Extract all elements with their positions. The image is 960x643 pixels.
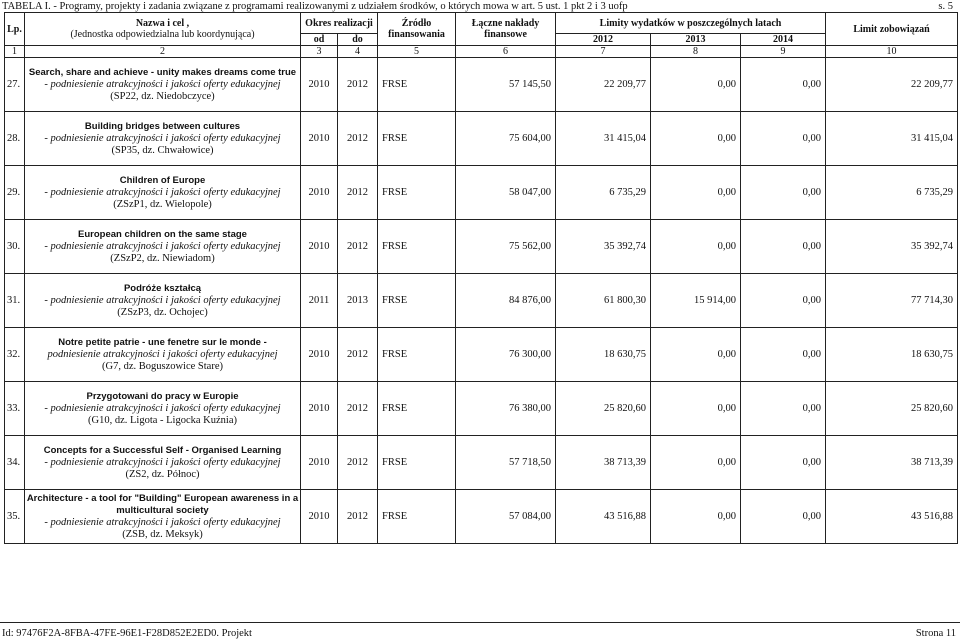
row-2013: 15 914,00 xyxy=(651,274,741,328)
header-name xyxy=(25,13,301,46)
row-total: 76 300,00 xyxy=(456,328,556,382)
row-2013: 0,00 xyxy=(651,220,741,274)
row-project xyxy=(25,274,301,328)
table-row xyxy=(5,112,958,166)
row-commit: 43 516,88 xyxy=(826,490,958,544)
row-2014: 0,00 xyxy=(741,490,826,544)
table-row xyxy=(5,58,958,112)
row-unit: (ZSzP3, dz. Ochojec) xyxy=(117,306,208,318)
row-to: 2012 xyxy=(338,436,378,490)
row-commit: 22 209,77 xyxy=(826,58,958,112)
header-name-title: Nazwa i cel , xyxy=(135,18,190,29)
row-2012: 61 800,30 xyxy=(556,274,651,328)
row-2014: 0,00 xyxy=(741,58,826,112)
row-project xyxy=(25,490,301,544)
row-project xyxy=(25,58,301,112)
row-2012: 31 415,04 xyxy=(556,112,651,166)
row-project xyxy=(25,328,301,382)
header-year-2014: 2014 xyxy=(741,34,826,46)
row-2012: 6 735,29 xyxy=(556,166,651,220)
row-source: FRSE xyxy=(378,166,456,220)
row-total: 58 047,00 xyxy=(456,166,556,220)
row-lp: 30. xyxy=(5,220,25,274)
row-title: European children on the same stage xyxy=(78,228,247,240)
column-number-row xyxy=(5,46,958,58)
row-commit: 38 713,39 xyxy=(826,436,958,490)
row-lp: 34. xyxy=(5,436,25,490)
header-total: Łączne nakłady finansowe xyxy=(456,13,556,46)
row-project xyxy=(25,166,301,220)
row-title: Podróże kształcą xyxy=(123,282,202,294)
colnum: 9 xyxy=(741,46,826,58)
row-2013: 0,00 xyxy=(651,490,741,544)
row-to: 2012 xyxy=(338,490,378,544)
row-commit: 77 714,30 xyxy=(826,274,958,328)
header-limits: Limity wydatków w poszczególnych latach xyxy=(556,13,826,34)
row-title: Concepts for a Successful Self - Organised Learning xyxy=(43,444,282,456)
row-total: 84 876,00 xyxy=(456,274,556,328)
row-aim: - podniesienie atrakcyjności i jakości oferty edukacyjnej xyxy=(44,402,281,414)
row-aim: - podniesienie atrakcyjności i jakości oferty edukacyjnej xyxy=(44,240,281,252)
table-caption xyxy=(2,1,957,12)
footer-page-number: Strona 11 xyxy=(915,628,956,639)
row-2014: 0,00 xyxy=(741,274,826,328)
row-aim: podniesienie atrakcyjności i jakości oferty edukacyjnej xyxy=(47,348,278,360)
row-title: Search, share and achieve - unity makes dreams come true xyxy=(28,66,297,78)
row-2012: 22 209,77 xyxy=(556,58,651,112)
header-year-2012: 2012 xyxy=(556,34,651,46)
row-to: 2012 xyxy=(338,166,378,220)
row-source: FRSE xyxy=(378,490,456,544)
row-total: 57 084,00 xyxy=(456,490,556,544)
row-commit: 18 630,75 xyxy=(826,328,958,382)
row-unit: (G10, dz. Ligota - Ligocka Kuźnia) xyxy=(88,414,237,426)
row-aim: - podniesienie atrakcyjności i jakości oferty edukacyjnej xyxy=(44,186,281,198)
table-row xyxy=(5,328,958,382)
row-unit: (ZSzP1, dz. Wielopole) xyxy=(113,198,212,210)
row-unit: (ZSzP2, dz. Niewiadom) xyxy=(110,252,215,264)
table-row xyxy=(5,166,958,220)
row-unit: (G7, dz. Boguszowice Stare) xyxy=(101,360,223,372)
header-commit: Limit zobowiązań xyxy=(826,13,958,46)
row-total: 75 604,00 xyxy=(456,112,556,166)
row-title: Building bridges between cultures xyxy=(84,120,241,132)
row-commit: 6 735,29 xyxy=(826,166,958,220)
row-2014: 0,00 xyxy=(741,220,826,274)
row-2013: 0,00 xyxy=(651,382,741,436)
header-lp: Lp. xyxy=(5,13,25,46)
row-total: 57 718,50 xyxy=(456,436,556,490)
row-project xyxy=(25,436,301,490)
row-to: 2012 xyxy=(338,328,378,382)
row-unit: (SP35, dz. Chwałowice) xyxy=(111,144,214,156)
row-source: FRSE xyxy=(378,436,456,490)
row-title: Architecture - a tool for "Building" European awareness in a multicultural society xyxy=(26,492,299,516)
row-aim: - podniesienie atrakcyjności i jakości oferty edukacyjnej xyxy=(44,456,281,468)
caption-text: TABELA I. - Programy, projekty i zadania związane z programami realizowanymi z udziałem środków, o których mowa w art. 5 ust. 1 pkt 2 i 3 uofp xyxy=(2,1,628,12)
row-source: FRSE xyxy=(378,58,456,112)
header-source: Źródło finansowania xyxy=(378,13,456,46)
colnum: 4 xyxy=(338,46,378,58)
row-aim: - podniesienie atrakcyjności i jakości oferty edukacyjnej xyxy=(44,132,281,144)
row-title: Children of Europe xyxy=(119,174,206,186)
row-total: 57 145,50 xyxy=(456,58,556,112)
row-source: FRSE xyxy=(378,274,456,328)
row-title: Przygotowani do pracy w Europie xyxy=(86,390,239,402)
table-row xyxy=(5,382,958,436)
table-row xyxy=(5,274,958,328)
table-row xyxy=(5,490,958,544)
row-from: 2010 xyxy=(301,166,338,220)
row-lp: 27. xyxy=(5,58,25,112)
row-2012: 18 630,75 xyxy=(556,328,651,382)
row-commit: 35 392,74 xyxy=(826,220,958,274)
row-from: 2010 xyxy=(301,112,338,166)
budget-table xyxy=(4,12,958,544)
row-source: FRSE xyxy=(378,328,456,382)
row-to: 2012 xyxy=(338,382,378,436)
row-2013: 0,00 xyxy=(651,112,741,166)
row-from: 2010 xyxy=(301,58,338,112)
row-to: 2012 xyxy=(338,220,378,274)
row-from: 2010 xyxy=(301,436,338,490)
row-from: 2010 xyxy=(301,220,338,274)
table-row xyxy=(5,436,958,490)
row-aim: - podniesienie atrakcyjności i jakości oferty edukacyjnej xyxy=(44,78,281,90)
row-2013: 0,00 xyxy=(651,58,741,112)
row-source: FRSE xyxy=(378,382,456,436)
row-unit: (ZS2, dz. Północ) xyxy=(125,468,200,480)
colnum: 2 xyxy=(25,46,301,58)
header-from: od xyxy=(301,34,338,46)
row-lp: 35. xyxy=(5,490,25,544)
row-title: Notre petite patrie - une fenetre sur le monde - xyxy=(58,336,267,348)
row-aim: - podniesienie atrakcyjności i jakości oferty edukacyjnej xyxy=(44,516,281,528)
row-project xyxy=(25,382,301,436)
row-source: FRSE xyxy=(378,220,456,274)
row-to: 2013 xyxy=(338,274,378,328)
row-2014: 0,00 xyxy=(741,112,826,166)
row-total: 75 562,00 xyxy=(456,220,556,274)
row-lp: 31. xyxy=(5,274,25,328)
row-2014: 0,00 xyxy=(741,328,826,382)
row-2012: 35 392,74 xyxy=(556,220,651,274)
row-2012: 43 516,88 xyxy=(556,490,651,544)
caption-page-number: s. 5 xyxy=(938,1,953,12)
colnum: 10 xyxy=(826,46,958,58)
row-2014: 0,00 xyxy=(741,166,826,220)
row-from: 2010 xyxy=(301,328,338,382)
row-commit: 25 820,60 xyxy=(826,382,958,436)
row-from: 2011 xyxy=(301,274,338,328)
table-row xyxy=(5,220,958,274)
row-to: 2012 xyxy=(338,112,378,166)
row-commit: 31 415,04 xyxy=(826,112,958,166)
footer-divider xyxy=(0,622,960,623)
row-2013: 0,00 xyxy=(651,328,741,382)
header-year-2013: 2013 xyxy=(651,34,741,46)
row-source: FRSE xyxy=(378,112,456,166)
row-project xyxy=(25,112,301,166)
colnum: 7 xyxy=(556,46,651,58)
row-lp: 29. xyxy=(5,166,25,220)
row-unit: (SP22, dz. Niedobczyce) xyxy=(110,90,215,102)
row-2014: 0,00 xyxy=(741,382,826,436)
row-2013: 0,00 xyxy=(651,436,741,490)
header-name-sub: (Jednostka odpowiedzialna lub koordynująca) xyxy=(70,29,255,40)
row-from: 2010 xyxy=(301,382,338,436)
row-2013: 0,00 xyxy=(651,166,741,220)
row-2014: 0,00 xyxy=(741,436,826,490)
header-period: Okres realizacji xyxy=(301,13,378,34)
row-to: 2012 xyxy=(338,58,378,112)
colnum: 8 xyxy=(651,46,741,58)
row-lp: 28. xyxy=(5,112,25,166)
colnum: 1 xyxy=(5,46,25,58)
colnum: 5 xyxy=(378,46,456,58)
colnum: 3 xyxy=(301,46,338,58)
row-aim: - podniesienie atrakcyjności i jakości oferty edukacyjnej xyxy=(44,294,281,306)
header-to: do xyxy=(338,34,378,46)
row-2012: 25 820,60 xyxy=(556,382,651,436)
colnum: 6 xyxy=(456,46,556,58)
row-lp: 33. xyxy=(5,382,25,436)
footer-document-id: Id: 97476F2A-8FBA-47FE-96E1-F28D852E2ED0. Projekt xyxy=(2,628,252,639)
row-total: 76 380,00 xyxy=(456,382,556,436)
row-project xyxy=(25,220,301,274)
row-from: 2010 xyxy=(301,490,338,544)
row-2012: 38 713,39 xyxy=(556,436,651,490)
row-unit: (ZSB, dz. Meksyk) xyxy=(122,528,203,540)
row-lp: 32. xyxy=(5,328,25,382)
